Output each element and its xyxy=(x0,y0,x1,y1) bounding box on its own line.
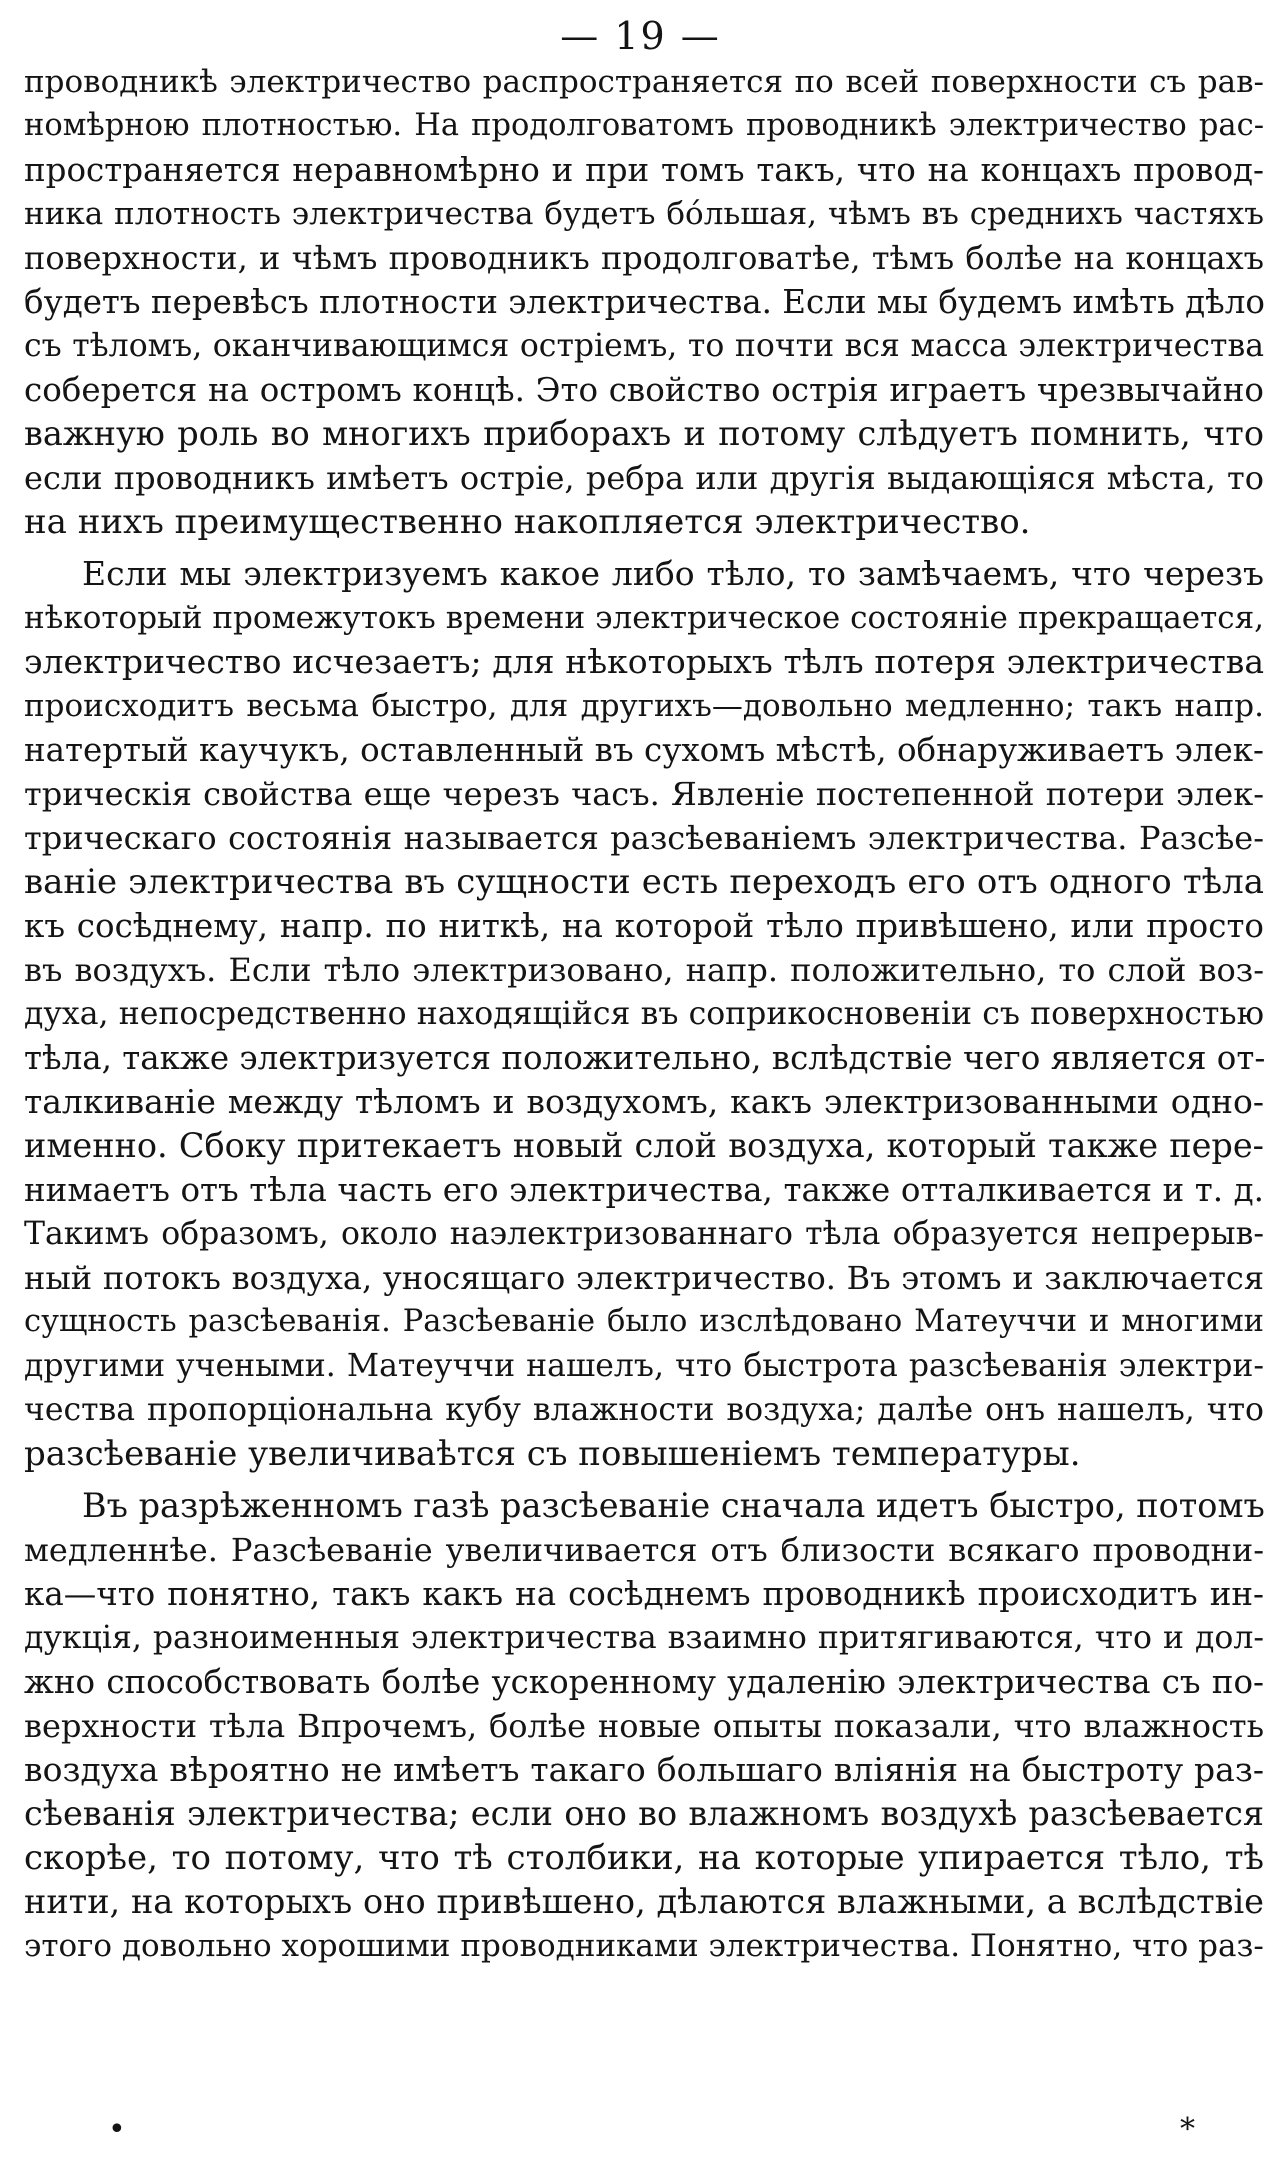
text-line: номѣрною плотностью. На продолговатомъ проводникѣ электричество рас- xyxy=(24,108,1264,143)
text-line: ваніе электричества въ сущности есть переходъ его отъ одного тѣла xyxy=(24,862,1264,902)
text-line: другими учеными. Матеуччи нашелъ, что быстрота разсѣеванія электри- xyxy=(24,1348,1264,1384)
text-line: происходитъ весьма быстро, для другихъ—довольно медленно; такъ напр. xyxy=(24,688,1264,724)
paragraph-1 xyxy=(24,60,1264,544)
text-line: тѣла, также электризуется положительно, вслѣдствіе чего является от- xyxy=(24,1039,1266,1077)
text-line: Въ разрѣженномъ газѣ разсѣеваніе сначала идетъ быстро, потомъ xyxy=(82,1486,1265,1525)
text-line: пространяется неравномѣрно и при томъ такъ, что на концахъ провод- xyxy=(24,151,1264,189)
text-line: электричество исчезаетъ; для нѣкоторыхъ тѣлъ потеря электричества xyxy=(24,642,1264,681)
text-line: нимаетъ отъ тѣла часть его электричества, также отталкивается и т. д. xyxy=(24,1171,1264,1209)
text-line: будетъ перевѣсъ плотности электричества. Если мы будемъ имѣть дѣло xyxy=(24,283,1265,321)
text-line: нѣкоторый промежутокъ времени электрическое состояніе прекращается, xyxy=(24,600,1264,636)
text-line: проводникѣ электричество распространяется по всей поверхности съ рав- xyxy=(24,64,1264,100)
paragraph-text xyxy=(24,60,1264,544)
text-line: скорѣе, то потому, что тѣ столбики, на которые упирается тѣло, тѣ xyxy=(24,1838,1264,1878)
text-line: талкиваніе между тѣломъ и воздухомъ, какъ электризованными одно- xyxy=(24,1082,1264,1121)
text-line: разсѣеваніе увеличиваѣтся съ повышеніемъ температуры. xyxy=(24,1434,1081,1474)
text-line: соберется на остромъ концѣ. Это свойство острія играетъ чрезвычайно xyxy=(24,371,1264,409)
text-line: натертый каучукъ, оставленный въ сухомъ мѣстѣ, обнаруживаетъ элек- xyxy=(24,731,1264,769)
paragraph-2 xyxy=(24,552,1264,1476)
text-line: духа, непосредственно находящійся въ соприкосновеніи съ поверхностью xyxy=(24,996,1264,1032)
text-line: этого довольно хорошими проводниками электричества. Понятно, что раз- xyxy=(24,1928,1264,1964)
text-line: трическаго состоянія называется разсѣеваніемъ электричества. Разсѣе- xyxy=(24,819,1264,857)
text-line: именно. Сбоку притекаетъ новый слой воздуха, который также пере- xyxy=(24,1126,1264,1165)
text-line: ника плотность электричества будетъ бóльшая, чѣмъ въ среднихъ частяхъ xyxy=(24,196,1264,232)
text-line: воздуха вѣроятно не имѣетъ такаго большаго вліянія на быстроту раз- xyxy=(24,1750,1264,1789)
text-line: ный потокъ воздуха, уносящаго электричество. Въ этомъ и заключается xyxy=(24,1259,1264,1297)
text-line: на нихъ преимущественно накопляется электричество. xyxy=(24,502,1031,542)
text-line: нити, на которыхъ оно привѣшено, дѣлаются влажными, а вслѣдствіе xyxy=(24,1882,1264,1921)
text-line: дукція, разноименныя электричества взаимно притягиваются, что и дол- xyxy=(24,1620,1264,1656)
text-line: медленнѣе. Разсѣеваніе увеличивается отъ близости всякаго проводни- xyxy=(24,1531,1264,1569)
text-line: трическія свойства еще черезъ часъ. Явленіе постепенной потери элек- xyxy=(24,775,1264,813)
page-number-header: — 19 — xyxy=(560,14,721,58)
text-line: къ сосѣднему, напр. по ниткѣ, на которой тѣло привѣшено, или просто xyxy=(24,907,1264,945)
text-line: ка—что понятно, такъ какъ на сосѣднемъ проводникѣ происходитъ ин- xyxy=(24,1575,1264,1613)
text-line: съ тѣломъ, оканчивающимся остріемъ, то почти вся масса электричества xyxy=(24,328,1264,364)
paragraph-text xyxy=(24,552,1264,1476)
text-line: сѣеванія электричества; если оно во влажномъ воздухѣ разсѣевается xyxy=(24,1794,1264,1833)
text-line: чества пропорціональна кубу влажности воздуха; далѣе онъ нашелъ, что xyxy=(24,1392,1264,1428)
text-line: сущность разсѣеванія. Разсѣеваніе было изслѣдовано Матеуччи и многими xyxy=(24,1304,1264,1339)
text-line: Если мы электризуемъ какое либо тѣло, то замѣчаемъ, что черезъ xyxy=(82,554,1264,593)
text-line: важную роль во многихъ приборахъ и потому слѣдуетъ помнить, что xyxy=(24,414,1264,453)
text-line: поверхности, и чѣмъ проводникъ продолговатѣе, тѣмъ болѣе на концахъ xyxy=(24,239,1264,277)
text-line: верхности тѣла Впрочемъ, болѣе новые опыты показали, что влажность xyxy=(24,1707,1264,1745)
text-line: если проводникъ имѣетъ остріе, ребра или другія выдающіяся мѣста, то xyxy=(24,459,1264,497)
paragraph-3 xyxy=(24,1484,1264,1968)
text-line: въ воздухъ. Если тѣло электризовано, напр. положительно, то слой воз- xyxy=(24,951,1264,989)
footer-mark-left: • xyxy=(108,2112,126,2147)
paragraph-text xyxy=(24,1484,1264,1968)
footer-mark-right: * xyxy=(1180,2112,1195,2147)
text-line: жно способствовать болѣе ускоренному удаленію электричества съ по- xyxy=(24,1663,1264,1701)
text-line: Такимъ образомъ, около наэлектризованнаго тѣла образуется непрерыв- xyxy=(24,1216,1264,1252)
